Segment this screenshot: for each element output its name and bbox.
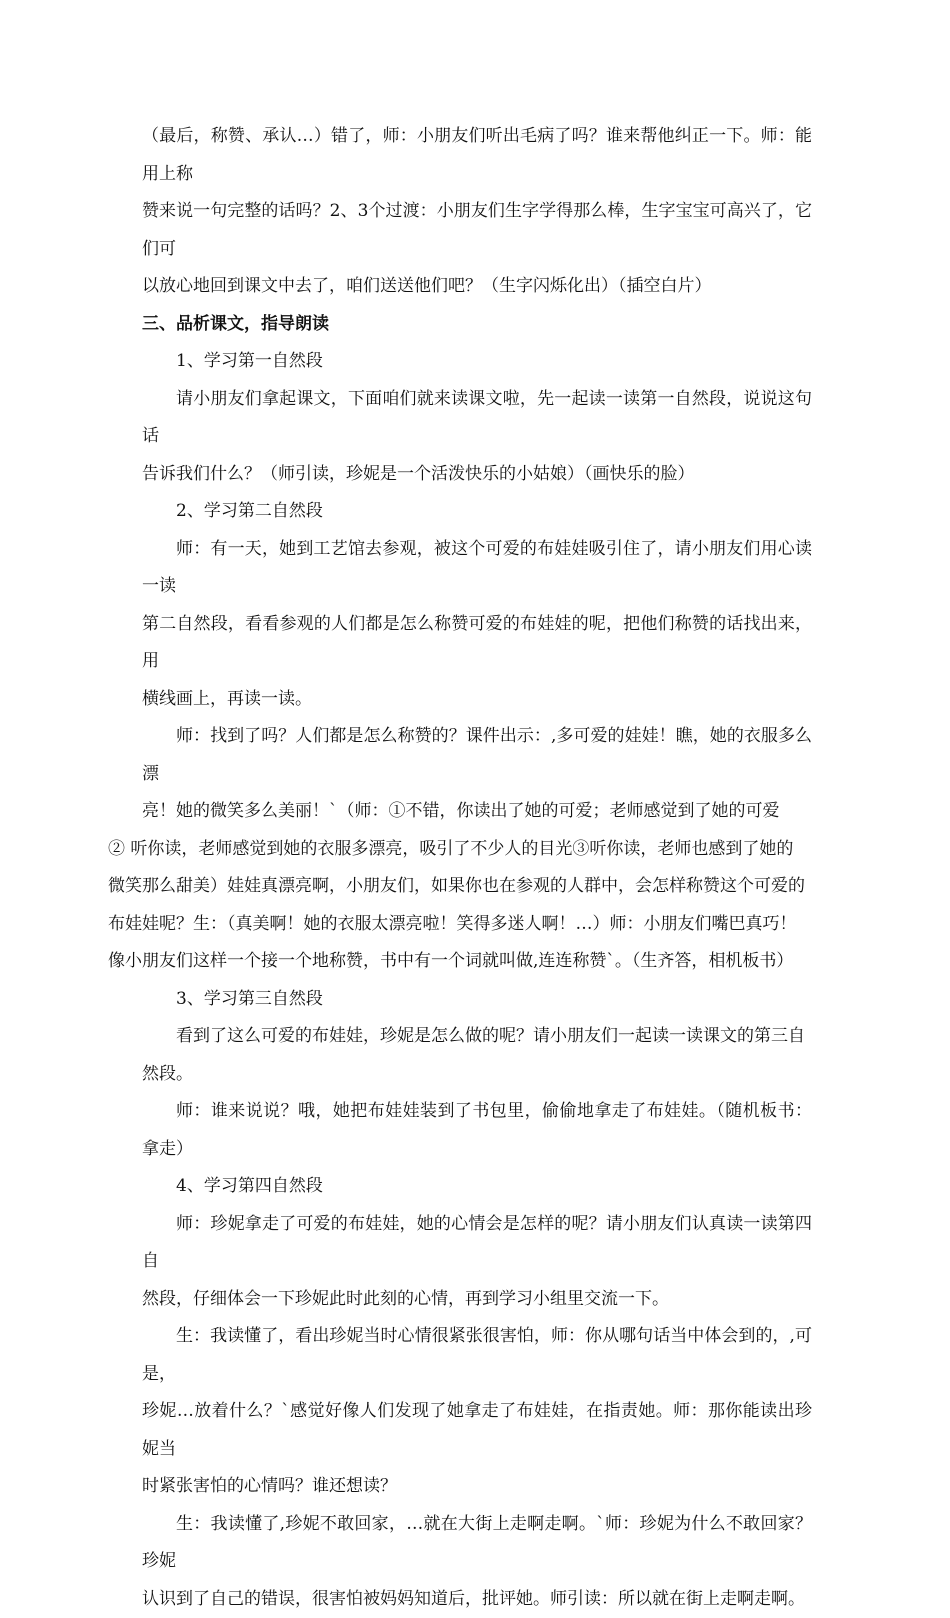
paragraph-2	[142, 531, 812, 719]
text-line: 生：我读懂了,珍妮不敢回家，…就在大街上走啊走啊。`师：珍妮为什么不敢回家？珍妮	[142, 1514, 812, 1572]
text-line: 师：有一天，她到工艺馆去参观，被这个可爱的布娃娃吸引住了，请小朋友们用心读一读	[142, 539, 812, 597]
paragraph-8	[142, 1506, 812, 1618]
subsection-heading-1	[142, 343, 812, 381]
text-line: 看到了这么可爱的布娃娃，珍妮是怎么做的呢？请小朋友们一起读一读课文的第三自	[176, 1026, 805, 1046]
text-line: 生：我读懂了，看出珍妮当时心情很紧张很害怕，师：你从哪句话当中体会到的，,可是，	[142, 1326, 812, 1384]
text-line: 以放心地回到课文中去了，咱们送送他们吧？（生字闪烁化出）（插空白片）	[142, 276, 712, 296]
text-line: 亮！她的微笑多么美丽！`（师：①不错，你读出了她的可爱；老师感觉到了她的可爱	[142, 801, 780, 821]
text-line: 3、学习第三自然段	[176, 989, 323, 1009]
text-line: 师：找到了吗？人们都是怎么称赞的？课件出示：,多可爱的娃娃！瞧，她的衣服多么漂	[142, 726, 812, 784]
text-line: 认识到了自己的错误，很害怕被妈妈知道后，批评她。师引读：所以就在街上走啊走啊。	[142, 1589, 805, 1609]
text-line: （最后，称赞、承认…）错了，师：小朋友们听出毛病了吗？谁来帮他纠正一下。师：能用上称	[142, 126, 812, 184]
text-line: 1、学习第一自然段	[176, 351, 323, 371]
text-line: 然段。	[142, 1064, 193, 1084]
paragraph-1	[142, 381, 812, 494]
heading-text: 三、品析课文，指导朗读	[142, 314, 329, 334]
text-line: 告诉我们什么？（师引读，珍妮是一个活泼快乐的小姑娘）（画快乐的脸）	[142, 464, 695, 484]
subsection-heading-2	[142, 493, 812, 531]
text-line: 像小朋友们这样一个接一个地称赞，书中有一个词就叫做,连连称赞`。（生齐答，相机板书）	[108, 943, 793, 981]
text-line: 然段，仔细体会一下珍妮此时此刻的心情，再到学习小组里交流一下。	[142, 1289, 669, 1309]
text-line: 横线画上，再读一读。	[142, 689, 312, 709]
paragraph-5	[142, 1093, 812, 1168]
text-line: 珍妮…放着什么？`感觉好像人们发现了她拿走了布娃娃，在指责她。师：那你能读出珍妮当	[142, 1401, 812, 1459]
paragraph-continued	[142, 118, 812, 306]
subsection-heading-4	[142, 1168, 812, 1206]
text-line: 2、学习第二自然段	[176, 501, 323, 521]
text-line: 4、学习第四自然段	[176, 1176, 323, 1196]
document-body	[142, 118, 812, 1618]
text-line: 布娃娃呢？生：（真美啊！她的衣服太漂亮啦！笑得多迷人啊！…）师：小朋友们嘴巴真巧！	[108, 906, 797, 944]
section-heading	[142, 306, 812, 344]
paragraph-6	[142, 1206, 812, 1319]
paragraph-3	[142, 718, 812, 981]
text-line: ② 听你读，老师感觉到她的衣服多漂亮，吸引了不少人的目光③听你读，老师也感到了她的	[108, 831, 793, 869]
text-line: 赞来说一句完整的话吗？2、3个过渡：小朋友们生字学得那么棒，生字宝宝可高兴了，它们可	[142, 201, 812, 259]
subsection-heading-3	[142, 981, 812, 1019]
text-line: 师：珍妮拿走了可爱的布娃娃，她的心情会是怎样的呢？请小朋友们认真读一读第四自	[142, 1214, 812, 1272]
text-line: 第二自然段，看看参观的人们都是怎么称赞可爱的布娃娃的呢，把他们称赞的话找出来，用	[142, 614, 812, 672]
paragraph-7	[142, 1318, 812, 1506]
text-line: 时紧张害怕的心情吗？谁还想读？	[142, 1476, 397, 1496]
text-line: 请小朋友们拿起课文，下面咱们就来读课文啦，先一起读一读第一自然段，说说这句话	[142, 389, 812, 447]
text-line: 微笑那么甜美）娃娃真漂亮啊，小朋友们，如果你也在参观的人群中，会怎样称赞这个可爱的	[108, 868, 805, 906]
text-line: 师：谁来说说？哦，她把布娃娃装到了书包里，偷偷地拿走了布娃娃。（随机板书：拿走）	[142, 1101, 812, 1159]
paragraph-4	[142, 1018, 812, 1093]
